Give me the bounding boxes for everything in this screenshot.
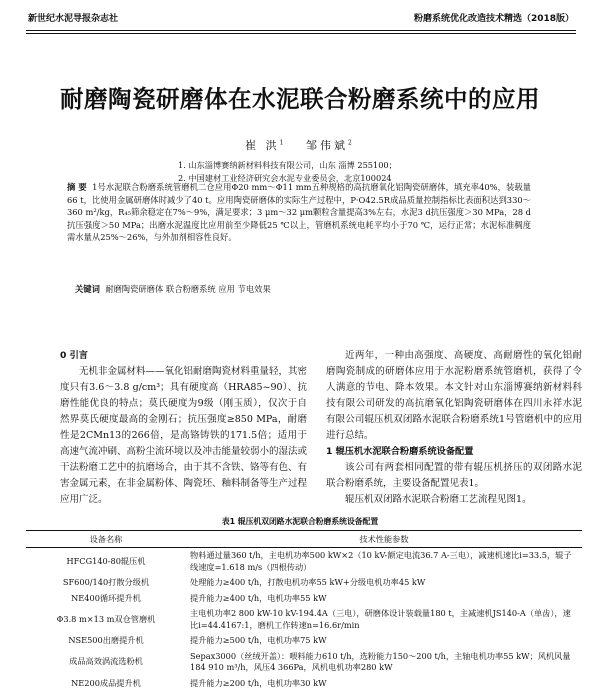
section-1-heading: 1 辊压机水泥联合粉磨系统设备配置 bbox=[326, 446, 474, 457]
paper-title: 耐磨陶瓷研磨体在水泥联合粉磨系统中的应用 bbox=[60, 85, 540, 113]
right-paragraph-2: 该公司有两套相同配置的带有辊压机挤压的双闭路水泥联合粉磨系统，主要设备配置见表1。 bbox=[326, 462, 582, 489]
table-row bbox=[26, 633, 582, 649]
row-equipment-spec: Sepax3000（丝绒开盖）：喂料能力610 t/h，选粉能力150～200 t/h，主轴电机功率55 kW；风机风量184 910 m³/h，风压4 366Pa，风机电机功率280 kW bbox=[190, 650, 571, 672]
table-header-spec: 技术性能参数 bbox=[186, 531, 582, 548]
affiliation-1: 1. 山东淄博赛纳新材料科技有限公司，山东 淄博 255100； bbox=[178, 160, 397, 170]
row-equipment-name: NSE500出磨提升机 bbox=[68, 635, 144, 645]
running-header-right: 粉磨系统优化改造技术精选（2018版） bbox=[413, 13, 574, 24]
table-row bbox=[26, 606, 582, 633]
table-row bbox=[26, 676, 582, 692]
row-equipment-name: Φ3.8 m×13 m双仓管磨机 bbox=[56, 613, 156, 624]
right-paragraph-3: 辊压机双闭路水泥联合粉磨工艺流程见图1。 bbox=[345, 494, 532, 505]
table-caption: 表1 辊压机双闭路水泥联合粉磨系统设备配置 bbox=[221, 517, 379, 526]
right-paragraph-1: 近两年，一种由高强度、高硬度、高耐磨性的氧化铝耐磨陶瓷制成的研磨体应用于水泥粉磨系统管磨机，获得了令人满意的节电、降本效果。本文针对山东淄博赛纳新材料科技有限公司研发的高抗磨氧化铝陶瓷研磨体在四川永祥水泥有限公司辊压机双闭路水泥联合粉磨系统1号管磨机中的应用进行总结。 bbox=[326, 350, 582, 441]
row-equipment-name: HFCG140-80辊压机 bbox=[66, 555, 146, 566]
affiliation-2: 2. 中国建材工业经济研究会水泥专业委员会，北京100024 bbox=[178, 173, 392, 183]
author-1-sup: 1 bbox=[279, 139, 287, 147]
row-equipment-name: NE400循环提升机 bbox=[71, 592, 141, 603]
row-equipment-spec: 提升能力≥200 t/h，电机功率30 kW bbox=[190, 677, 327, 688]
author-1: 崔 洪 bbox=[245, 139, 280, 152]
keywords bbox=[75, 283, 535, 295]
running-header-left: 新世纪水泥导报杂志社 bbox=[28, 13, 119, 24]
header-rule-thin bbox=[26, 33, 576, 34]
row-equipment-name: 成品高效涡流选粉机 bbox=[69, 656, 143, 667]
table-row bbox=[26, 575, 582, 591]
row-equipment-spec: 主电机功率2 800 kW-10 kV-194.4A（三电），研磨体设计装载量180 t，主减速机JS140-A（单齿），速比i=44.4167:1，磨机工作转速n=16.6r/min bbox=[190, 608, 571, 630]
table-row bbox=[26, 591, 582, 607]
row-equipment-name: NE200成品提升机 bbox=[71, 677, 141, 688]
equipment-table bbox=[26, 530, 582, 691]
row-equipment-spec: 提升能力≥500 t/h，电机功率75 kW bbox=[190, 635, 327, 645]
author-2: 邹伟斌 bbox=[306, 139, 348, 152]
table-row bbox=[26, 649, 582, 676]
intro-paragraph: 无机非金属材料——氧化铝耐磨陶瓷材料重量轻，其密度只有3.6～3.8 g/cm³；具有硬度高（HRA85~90）、抗磨性能优良的特点；莫氏硬度为9级（刚玉质），仅次于自然界莫氏硬度最高的金刚石；抗压强度≥850 MPa，耐磨性是2CMn13的266倍，是高铬铸铁的171.5倍；适用于高速气流冲刷、高粉尘流环境以及冲击能量较弱小的湿法或干法粉磨工艺中的抗磨场合，由于其不含铁、铬等有色、有害金属元素，在非金属粉体、陶瓷坯、釉料制备等生产过程应用广泛。 bbox=[60, 366, 308, 505]
abstract-label: 摘 要 bbox=[67, 182, 87, 192]
row-equipment-name: SF600/140打散分级机 bbox=[62, 577, 150, 587]
keywords-label: 关键词 bbox=[75, 284, 100, 294]
row-equipment-spec: 处理能力≥400 t/h，打散电机功率55 kW+分级电机功率45 kW bbox=[190, 577, 426, 587]
table-header-row bbox=[26, 531, 582, 548]
author-line bbox=[0, 137, 600, 153]
abstract-text: 1号水泥联合粉磨系统管磨机二仓应用Φ20 mm～Φ11 mm五种规格的高抗磨氧化铝陶瓷研磨体，填充率40%，装载量66 t，比使用金属研磨体时减少了40 t。应用陶瓷研磨体的实际生产过程中，P·O42.5R成品质量控制指标比表面积达到330～360 m²/kg，R₄₅筛余稳定在7%～9%，满足要求；3 μm～32 μm颗粒含量提高3%左右，水泥3 d抗压强度＞30 MPa，28 d抗压强度＞50 MPa；出磨水泥温度比应用前至少降低25 ℃以上，管磨机系统电耗平均小于70 ℃，运行正常；水泥标准稠度需水量从25%～26%，与外加剂相容性良好。 bbox=[67, 182, 532, 243]
running-header bbox=[28, 6, 574, 28]
right-column bbox=[326, 348, 582, 508]
table-row bbox=[26, 548, 582, 576]
left-column bbox=[60, 348, 307, 508]
abstract bbox=[67, 181, 531, 244]
author-2-sup: 2 bbox=[348, 139, 355, 147]
keywords-text: 耐磨陶瓷研磨体 联合粉磨系统 应用 节电效果 bbox=[105, 284, 271, 294]
table-header-name: 设备名称 bbox=[26, 531, 186, 548]
row-equipment-spec: 提升能力≥400 t/h，电机功率55 kW bbox=[190, 592, 327, 603]
row-equipment-spec: 物料通过量360 t/h，主电机功率500 kW×2（10 kV-额定电流36.7 A-三电），减速机速比i=33.5，辊子线速度=1.618 m/s（四根传动） bbox=[190, 550, 572, 572]
header-rule bbox=[26, 30, 576, 31]
intro-heading: 0 引言 bbox=[60, 350, 88, 361]
